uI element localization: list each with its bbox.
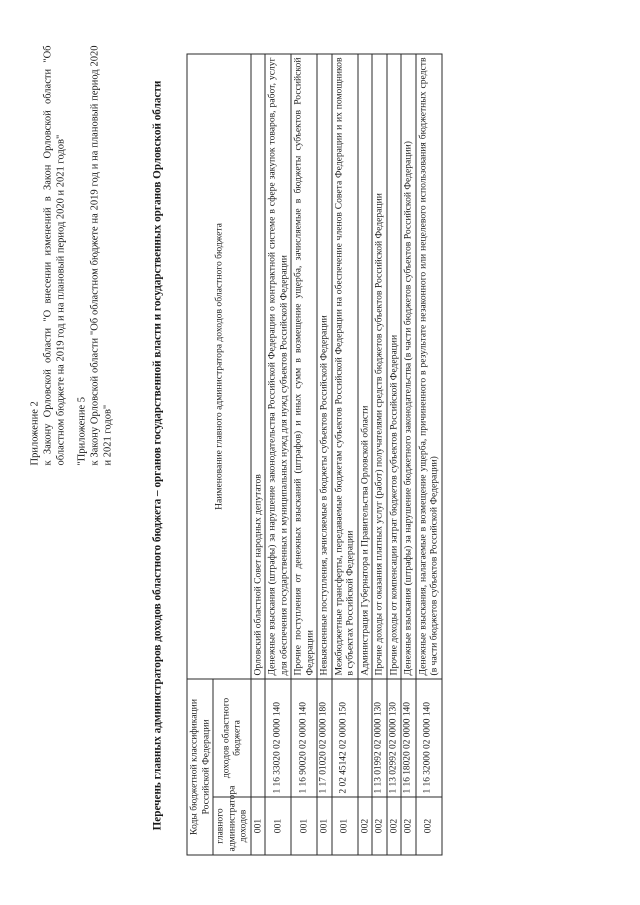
- revenue-code-cell: 1 16 33020 02 0000 140: [265, 678, 291, 796]
- table-body: [250, 54, 441, 855]
- name-cell: Межбюджетные трансферты, передаваемые бюджетам субъектов Российской Федерации на обеспечение членов Совета Федерации и их помощников в субъектах Российской Федерации: [331, 54, 357, 679]
- name-cell: Администрация Губернатора и Правительства Орловской области: [357, 54, 372, 679]
- revenue-code-cell: 1 16 90020 02 0000 140: [291, 678, 317, 796]
- revenue-code-cell: 1 17 01020 02 0000 180: [317, 678, 332, 796]
- name-cell: Денежные взыскания, налагаемые в возмещение ущерба, причиненного в результате незаконного или нецелевого использования бюджетных средств (в части бюджетов субъектов Российской Федерации): [415, 54, 441, 679]
- revenue-code-cell: 1 13 02992 02 0000 130: [386, 678, 401, 796]
- table-row: [291, 54, 317, 855]
- header-revenue-code: доходов областного бюджета: [213, 678, 251, 796]
- name-cell: Денежные взыскания (штрафы) за нарушение законодательства Российской Федерации о контрактной системе в сфере закупок товаров, работ, услуг для обеспечения государственных и муниципальных нужд для нужд субъектов Российской Федерации: [265, 54, 291, 679]
- admin-code-cell: 002: [415, 797, 441, 855]
- revenue-code-cell: 2 02 45142 02 0000 150: [331, 678, 357, 796]
- name-cell: Прочие поступления от денежных взысканий (штрафов) и иных сумм в возмещение ущерба, зачисляемые в бюджеты субъектов Российской Федерации: [291, 54, 317, 679]
- admin-code-cell: 001: [265, 797, 291, 855]
- table-header: [187, 54, 251, 855]
- header-classification-codes: Коды бюджетной классификации Российской Федерации: [187, 678, 213, 854]
- admin-code-cell: 002: [386, 797, 401, 855]
- annex-original-law-reference: к Закону Орловской области "Об областном бюджете на 2019 год и на плановый период 2020 и 2021 годов": [89, 45, 113, 465]
- admin-code-cell: 002: [372, 797, 387, 855]
- admin-code-cell: 001: [250, 797, 265, 855]
- admin-code-cell: 002: [401, 797, 416, 855]
- table-row: [415, 54, 441, 855]
- annex-law-reference: к Закону Орловской области "О внесении изменений в Закон Орловской области "Об областном бюджете на 2019 год и на плановый период 2020 и 2021 годов": [42, 45, 66, 465]
- revenue-code-cell: [250, 678, 265, 796]
- admin-code-cell: 002: [357, 797, 372, 855]
- revenue-code-cell: 1 16 32000 02 0000 140: [415, 678, 441, 796]
- table-row: [357, 54, 372, 855]
- name-cell: Орловский областной Совет народных депутатов: [250, 54, 265, 679]
- revenue-code-cell: [357, 678, 372, 796]
- header-administrator-code: главного администратора доходов: [213, 797, 251, 855]
- name-cell: Прочие доходы от компенсации затрат бюджетов субъектов Российской Федерации: [386, 54, 401, 679]
- name-cell: Невыясненные поступления, зачисляемые в бюджеты субъектов Российской Федерации: [317, 54, 332, 679]
- revenue-code-cell: 1 16 18020 02 0000 140: [401, 678, 416, 796]
- table-row: [250, 54, 265, 855]
- admin-code-cell: 001: [331, 797, 357, 855]
- name-cell: Денежные взыскания (штрафы) за нарушение бюджетного законодательства (в части бюджетов субъектов Российской Федерации): [401, 54, 416, 679]
- document-title: Перечень главных администраторов доходов областного бюджета – органов государственной власти и государственных органов Орловской области: [151, 80, 163, 830]
- admin-code-cell: 001: [317, 797, 332, 855]
- table-row: [331, 54, 357, 855]
- annex-number: Приложение 2: [29, 400, 40, 465]
- table-row: [386, 54, 401, 855]
- administrators-table: [186, 53, 442, 855]
- admin-code-cell: 001: [291, 797, 317, 855]
- table-row: [401, 54, 416, 855]
- table-row: [265, 54, 291, 855]
- annex-header: [28, 45, 114, 465]
- revenue-code-cell: 1 13 01992 02 0000 130: [372, 678, 387, 796]
- annex-original-number: "Приложение 5: [76, 396, 87, 465]
- table-row: [372, 54, 387, 855]
- header-administrator-name: Наименование главного администратора доходов областного бюджета: [187, 54, 251, 679]
- table-row: [317, 54, 332, 855]
- name-cell: Прочие доходы от оказания платных услуг (работ) получателями средств бюджетов субъектов Российской Федерации: [372, 54, 387, 679]
